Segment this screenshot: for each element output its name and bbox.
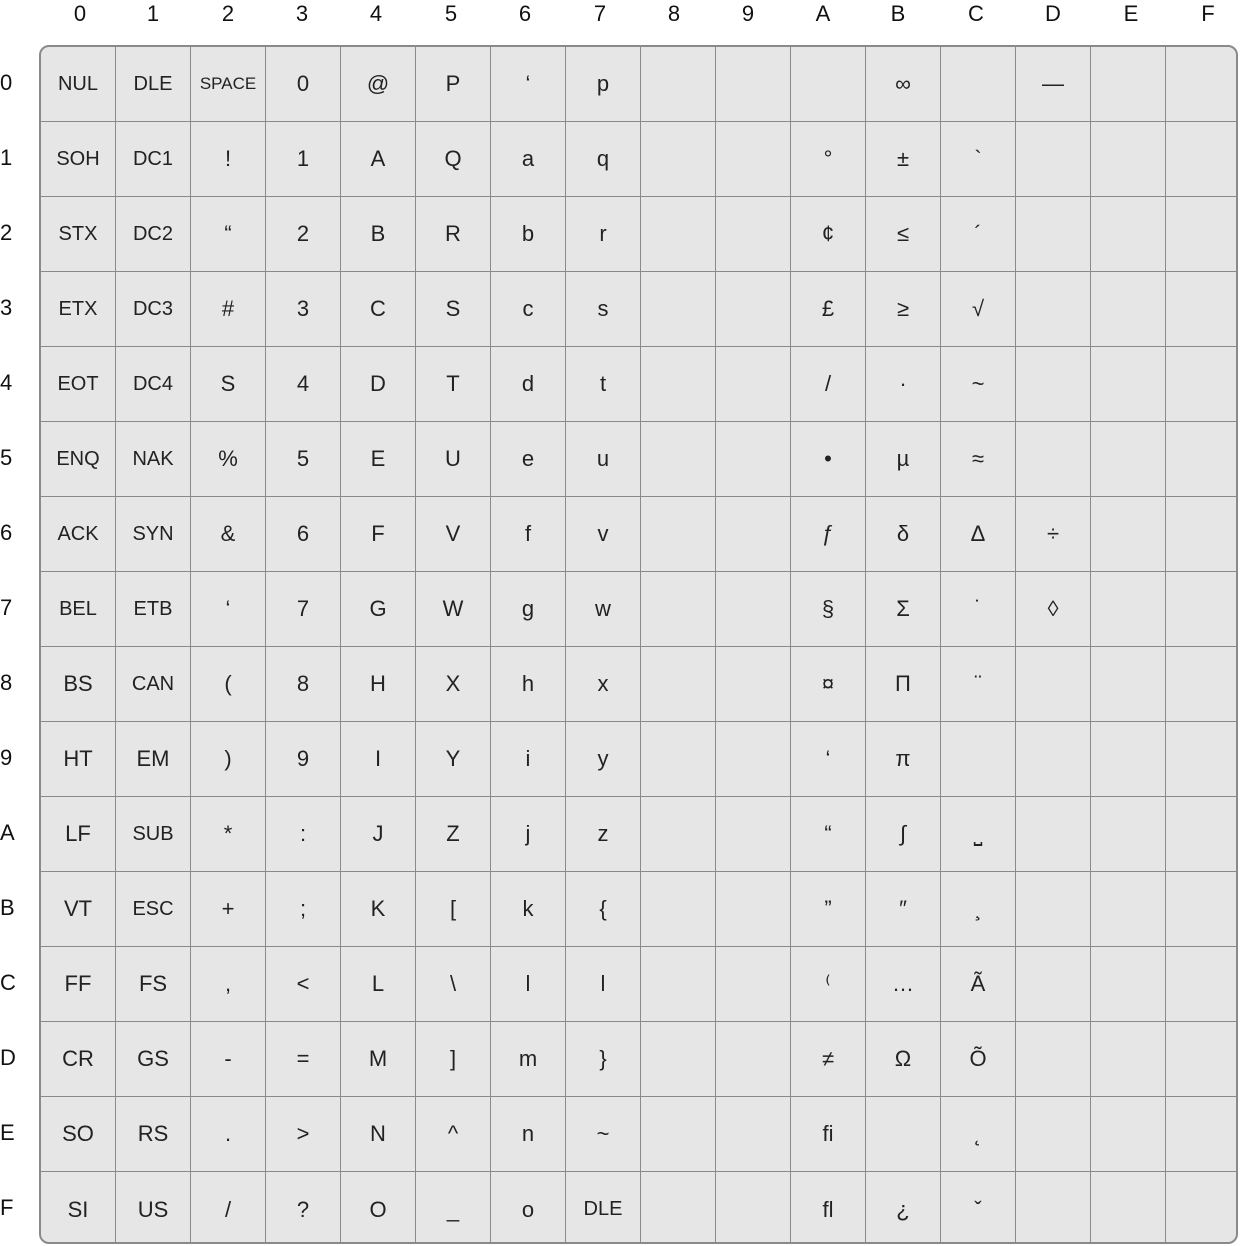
table-cell bbox=[716, 197, 791, 272]
table-cell: § bbox=[791, 572, 866, 647]
table-cell: e bbox=[491, 422, 566, 497]
table-cell bbox=[716, 1022, 791, 1097]
table-cell: = bbox=[266, 1022, 341, 1097]
table-cell bbox=[1166, 1022, 1238, 1097]
table-cell bbox=[1016, 347, 1091, 422]
table-cell: ° bbox=[791, 122, 866, 197]
table-cell: ◊ bbox=[1016, 572, 1091, 647]
table-cell: 7 bbox=[266, 572, 341, 647]
table-cell: Π bbox=[866, 647, 941, 722]
table-cell: — bbox=[1016, 47, 1091, 122]
table-cell: √ bbox=[941, 272, 1016, 347]
table-cell bbox=[1166, 122, 1238, 197]
table-cell: y bbox=[566, 722, 641, 797]
table-cell bbox=[1091, 797, 1166, 872]
table-cell: 4 bbox=[266, 347, 341, 422]
table-cell bbox=[1091, 422, 1166, 497]
table-cell: 8 bbox=[266, 647, 341, 722]
table-cell: S bbox=[191, 347, 266, 422]
table-cell: c bbox=[491, 272, 566, 347]
table-cell: u bbox=[566, 422, 641, 497]
table-cell bbox=[716, 722, 791, 797]
table-cell: ETB bbox=[116, 572, 191, 647]
table-cell: fl bbox=[791, 1172, 866, 1244]
table-cell: T bbox=[416, 347, 491, 422]
row-header: 3 bbox=[0, 295, 13, 320]
table-cell: NUL bbox=[41, 47, 116, 122]
table-cell: d bbox=[491, 347, 566, 422]
table-cell bbox=[1016, 947, 1091, 1022]
table-cell: ‘ bbox=[191, 572, 266, 647]
table-cell: + bbox=[191, 872, 266, 947]
table-cell: > bbox=[266, 1097, 341, 1172]
table-cell: a bbox=[491, 122, 566, 197]
table-cell: Y bbox=[416, 722, 491, 797]
row-header: 8 bbox=[0, 670, 13, 695]
table-cell bbox=[1016, 122, 1091, 197]
table-cell bbox=[1091, 272, 1166, 347]
table-cell: “ bbox=[191, 197, 266, 272]
table-cell: £ bbox=[791, 272, 866, 347]
row-header: 4 bbox=[0, 370, 13, 395]
table-cell bbox=[941, 47, 1016, 122]
table-cell: ENQ bbox=[41, 422, 116, 497]
table-cell: ≤ bbox=[866, 197, 941, 272]
table-cell: h bbox=[491, 647, 566, 722]
table-cell: _ bbox=[416, 1172, 491, 1244]
table-cell bbox=[1091, 1022, 1166, 1097]
table-cell bbox=[1166, 722, 1238, 797]
table-cell: DC3 bbox=[116, 272, 191, 347]
table-cell bbox=[716, 572, 791, 647]
table-cell: \ bbox=[416, 947, 491, 1022]
table-cell bbox=[716, 422, 791, 497]
table-cell bbox=[1166, 947, 1238, 1022]
table-cell bbox=[1166, 1097, 1238, 1172]
table-cell: ~ bbox=[941, 347, 1016, 422]
table-cell bbox=[1166, 197, 1238, 272]
table-cell bbox=[641, 122, 716, 197]
column-header: 5 bbox=[444, 1, 458, 26]
row-header: F bbox=[0, 1195, 14, 1220]
table-cell: DC1 bbox=[116, 122, 191, 197]
table-cell bbox=[641, 422, 716, 497]
character-code-table bbox=[39, 45, 1238, 1244]
table-cell: SO bbox=[41, 1097, 116, 1172]
column-header: 7 bbox=[593, 1, 607, 26]
column-header: 2 bbox=[221, 1, 235, 26]
table-cell: b bbox=[491, 197, 566, 272]
table-cell bbox=[641, 1172, 716, 1244]
table-cell: H bbox=[341, 647, 416, 722]
table-cell bbox=[1016, 722, 1091, 797]
table-cell: RS bbox=[116, 1097, 191, 1172]
table-cell: g bbox=[491, 572, 566, 647]
table-cell: DLE bbox=[116, 47, 191, 122]
table-cell: O bbox=[341, 1172, 416, 1244]
table-cell: Õ bbox=[941, 1022, 1016, 1097]
table-cell bbox=[1016, 422, 1091, 497]
table-cell bbox=[1091, 497, 1166, 572]
table-cell bbox=[1016, 872, 1091, 947]
row-header: E bbox=[0, 1120, 15, 1145]
table-cell: v bbox=[566, 497, 641, 572]
table-cell: / bbox=[191, 1172, 266, 1244]
column-header: E bbox=[1123, 1, 1139, 26]
table-cell bbox=[1091, 197, 1166, 272]
column-header: 3 bbox=[295, 1, 309, 26]
table-cell: Ã bbox=[941, 947, 1016, 1022]
table-cell: SOH bbox=[41, 122, 116, 197]
table-cell bbox=[1091, 722, 1166, 797]
table-cell bbox=[791, 47, 866, 122]
table-cell: / bbox=[791, 347, 866, 422]
table-cell: LF bbox=[41, 797, 116, 872]
table-cell bbox=[1166, 647, 1238, 722]
table-cell: HT bbox=[41, 722, 116, 797]
table-cell: GS bbox=[116, 1022, 191, 1097]
column-header: A bbox=[815, 1, 831, 26]
table-cell: ¸ bbox=[941, 872, 1016, 947]
table-cell: ∞ bbox=[866, 47, 941, 122]
table-cell bbox=[1091, 1097, 1166, 1172]
table-cell: Δ bbox=[941, 497, 1016, 572]
table-cell: x bbox=[566, 647, 641, 722]
column-header: C bbox=[968, 1, 984, 26]
table-cell bbox=[641, 197, 716, 272]
table-cell bbox=[1091, 872, 1166, 947]
table-cell: “ bbox=[791, 797, 866, 872]
table-cell: ] bbox=[416, 1022, 491, 1097]
table-cell: ; bbox=[266, 872, 341, 947]
table-cell: 0 bbox=[266, 47, 341, 122]
table-cell: ( bbox=[191, 647, 266, 722]
table-cell: Z bbox=[416, 797, 491, 872]
table-cell bbox=[641, 797, 716, 872]
table-cell: ˛ bbox=[941, 1097, 1016, 1172]
table-cell: SPACE bbox=[191, 47, 266, 122]
table-cell bbox=[1091, 122, 1166, 197]
table-cell bbox=[1016, 1172, 1091, 1244]
table-cell bbox=[641, 872, 716, 947]
table-cell: 2 bbox=[266, 197, 341, 272]
row-header: 0 bbox=[0, 70, 13, 95]
table-cell: & bbox=[191, 497, 266, 572]
table-cell bbox=[866, 1097, 941, 1172]
table-cell: ≠ bbox=[791, 1022, 866, 1097]
table-cell: · bbox=[866, 347, 941, 422]
row-header: D bbox=[0, 1045, 16, 1070]
table-cell: δ bbox=[866, 497, 941, 572]
table-cell: P bbox=[416, 47, 491, 122]
table-cell: l bbox=[491, 947, 566, 1022]
table-cell: ≈ bbox=[941, 422, 1016, 497]
table-cell: ´ bbox=[941, 197, 1016, 272]
table-cell: ‘ bbox=[491, 47, 566, 122]
table-cell: ⁽ bbox=[791, 947, 866, 1022]
table-cell: ‘ bbox=[791, 722, 866, 797]
table-cell: V bbox=[416, 497, 491, 572]
table-cell: VT bbox=[41, 872, 116, 947]
column-header: 1 bbox=[146, 1, 160, 26]
column-header: F bbox=[1201, 1, 1215, 26]
table-cell bbox=[941, 722, 1016, 797]
row-header: 5 bbox=[0, 445, 13, 470]
table-cell: ˇ bbox=[941, 1172, 1016, 1244]
table-cell: { bbox=[566, 872, 641, 947]
row-header: 2 bbox=[0, 220, 13, 245]
table-cell bbox=[1016, 272, 1091, 347]
table-cell: t bbox=[566, 347, 641, 422]
table-cell: US bbox=[116, 1172, 191, 1244]
table-cell bbox=[1091, 1172, 1166, 1244]
table-cell: < bbox=[266, 947, 341, 1022]
table-cell bbox=[716, 1097, 791, 1172]
table-cell: ! bbox=[191, 122, 266, 197]
table-cell bbox=[1166, 497, 1238, 572]
table-cell: o bbox=[491, 1172, 566, 1244]
table-cell: ƒ bbox=[791, 497, 866, 572]
table-cell: π bbox=[866, 722, 941, 797]
table-cell: # bbox=[191, 272, 266, 347]
table-cell: f bbox=[491, 497, 566, 572]
table-cell: p bbox=[566, 47, 641, 122]
table-cell: ¿ bbox=[866, 1172, 941, 1244]
table-cell: FS bbox=[116, 947, 191, 1022]
table-cell: D bbox=[341, 347, 416, 422]
table-cell bbox=[1091, 347, 1166, 422]
table-cell bbox=[641, 722, 716, 797]
table-cell bbox=[1016, 797, 1091, 872]
table-cell: DC2 bbox=[116, 197, 191, 272]
table-cell bbox=[716, 1172, 791, 1244]
table-cell: BEL bbox=[41, 572, 116, 647]
table-cell: ″ bbox=[866, 872, 941, 947]
row-header: 6 bbox=[0, 520, 13, 545]
table-cell: 6 bbox=[266, 497, 341, 572]
table-cell: Σ bbox=[866, 572, 941, 647]
table-cell bbox=[641, 947, 716, 1022]
table-cell: : bbox=[266, 797, 341, 872]
table-cell bbox=[641, 272, 716, 347]
table-cell: z bbox=[566, 797, 641, 872]
table-cell: µ bbox=[866, 422, 941, 497]
table-cell: ⎵ bbox=[941, 797, 1016, 872]
table-cell: W bbox=[416, 572, 491, 647]
table-cell: CR bbox=[41, 1022, 116, 1097]
table-cell bbox=[716, 872, 791, 947]
table-cell: ¤ bbox=[791, 647, 866, 722]
table-cell bbox=[1091, 647, 1166, 722]
table-cell: ESC bbox=[116, 872, 191, 947]
table-cell: DC4 bbox=[116, 347, 191, 422]
table-cell: J bbox=[341, 797, 416, 872]
table-cell: E bbox=[341, 422, 416, 497]
table-cell: 3 bbox=[266, 272, 341, 347]
table-cell bbox=[641, 1097, 716, 1172]
table-cell: SI bbox=[41, 1172, 116, 1244]
column-header: 6 bbox=[518, 1, 532, 26]
row-header: B bbox=[0, 895, 15, 920]
table-cell: BS bbox=[41, 647, 116, 722]
table-cell: DLE bbox=[566, 1172, 641, 1244]
table-cell: Ω bbox=[866, 1022, 941, 1097]
row-header: 7 bbox=[0, 595, 13, 620]
row-header: A bbox=[0, 820, 15, 845]
table-cell: } bbox=[566, 1022, 641, 1097]
table-cell: EOT bbox=[41, 347, 116, 422]
table-cell bbox=[641, 1022, 716, 1097]
table-cell: @ bbox=[341, 47, 416, 122]
table-cell bbox=[1166, 872, 1238, 947]
table-cell: EM bbox=[116, 722, 191, 797]
table-cell: STX bbox=[41, 197, 116, 272]
table-cell: G bbox=[341, 572, 416, 647]
table-cell: 5 bbox=[266, 422, 341, 497]
table-cell: I bbox=[341, 722, 416, 797]
table-cell: L bbox=[341, 947, 416, 1022]
column-header: B bbox=[890, 1, 906, 26]
table-cell: A bbox=[341, 122, 416, 197]
table-cell: S bbox=[416, 272, 491, 347]
row-header: 1 bbox=[0, 145, 13, 170]
table-cell bbox=[1016, 1097, 1091, 1172]
column-header: 9 bbox=[741, 1, 755, 26]
table-cell bbox=[1166, 47, 1238, 122]
column-header: 8 bbox=[667, 1, 681, 26]
table-cell bbox=[641, 572, 716, 647]
table-cell bbox=[641, 647, 716, 722]
table-cell: … bbox=[866, 947, 941, 1022]
table-cell bbox=[1016, 647, 1091, 722]
table-cell bbox=[716, 122, 791, 197]
table-cell bbox=[1166, 347, 1238, 422]
table-cell: ∫ bbox=[866, 797, 941, 872]
table-cell: X bbox=[416, 647, 491, 722]
table-cell: ~ bbox=[566, 1097, 641, 1172]
table-cell: , bbox=[191, 947, 266, 1022]
table-cell: ˙ bbox=[941, 572, 1016, 647]
table-cell bbox=[1166, 272, 1238, 347]
column-header: 4 bbox=[369, 1, 383, 26]
table-cell bbox=[1091, 47, 1166, 122]
table-cell: CAN bbox=[116, 647, 191, 722]
column-header: 0 bbox=[73, 1, 87, 26]
table-cell: l bbox=[566, 947, 641, 1022]
table-cell: ≥ bbox=[866, 272, 941, 347]
table-cell: U bbox=[416, 422, 491, 497]
table-cell: % bbox=[191, 422, 266, 497]
table-cell: r bbox=[566, 197, 641, 272]
table-cell: ± bbox=[866, 122, 941, 197]
table-cell: - bbox=[191, 1022, 266, 1097]
row-header: 9 bbox=[0, 745, 13, 770]
table-cell: s bbox=[566, 272, 641, 347]
table-cell: ? bbox=[266, 1172, 341, 1244]
column-header: D bbox=[1045, 1, 1061, 26]
table-cell: w bbox=[566, 572, 641, 647]
table-cell: . bbox=[191, 1097, 266, 1172]
table-cell bbox=[1166, 1172, 1238, 1244]
table-cell: * bbox=[191, 797, 266, 872]
table-cell: • bbox=[791, 422, 866, 497]
table-cell bbox=[716, 272, 791, 347]
table-cell bbox=[1016, 197, 1091, 272]
table-cell bbox=[641, 347, 716, 422]
table-cell bbox=[716, 497, 791, 572]
table-cell: k bbox=[491, 872, 566, 947]
table-cell bbox=[716, 47, 791, 122]
table-cell: n bbox=[491, 1097, 566, 1172]
table-cell: ) bbox=[191, 722, 266, 797]
table-cell bbox=[716, 947, 791, 1022]
table-cell: B bbox=[341, 197, 416, 272]
table-cell: M bbox=[341, 1022, 416, 1097]
table-cell: 1 bbox=[266, 122, 341, 197]
table-cell bbox=[1091, 947, 1166, 1022]
table-cell: ¢ bbox=[791, 197, 866, 272]
table-cell: fi bbox=[791, 1097, 866, 1172]
table-cell bbox=[1166, 422, 1238, 497]
table-cell: ` bbox=[941, 122, 1016, 197]
table-cell: NAK bbox=[116, 422, 191, 497]
table-cell bbox=[641, 47, 716, 122]
table-cell: ” bbox=[791, 872, 866, 947]
table-cell: K bbox=[341, 872, 416, 947]
table-cell: C bbox=[341, 272, 416, 347]
table-cell: SUB bbox=[116, 797, 191, 872]
table-cell bbox=[1091, 572, 1166, 647]
table-cell: N bbox=[341, 1097, 416, 1172]
table-cell: FF bbox=[41, 947, 116, 1022]
table-cell: R bbox=[416, 197, 491, 272]
table-cell bbox=[1166, 572, 1238, 647]
table-cell: F bbox=[341, 497, 416, 572]
table-cell: m bbox=[491, 1022, 566, 1097]
table-cell: i bbox=[491, 722, 566, 797]
row-header: C bbox=[0, 970, 16, 995]
table-cell: [ bbox=[416, 872, 491, 947]
table-cell: ÷ bbox=[1016, 497, 1091, 572]
table-cell bbox=[1016, 1022, 1091, 1097]
table-cell bbox=[716, 797, 791, 872]
table-cell: ¨ bbox=[941, 647, 1016, 722]
table-cell: ^ bbox=[416, 1097, 491, 1172]
table-cell bbox=[716, 347, 791, 422]
table-cell: SYN bbox=[116, 497, 191, 572]
table-cell: ACK bbox=[41, 497, 116, 572]
table-cell bbox=[716, 647, 791, 722]
table-cell: j bbox=[491, 797, 566, 872]
table-cell: Q bbox=[416, 122, 491, 197]
table-cell: 9 bbox=[266, 722, 341, 797]
table-cell bbox=[641, 497, 716, 572]
table-cell: ETX bbox=[41, 272, 116, 347]
table-cell: q bbox=[566, 122, 641, 197]
table-cell bbox=[1166, 797, 1238, 872]
